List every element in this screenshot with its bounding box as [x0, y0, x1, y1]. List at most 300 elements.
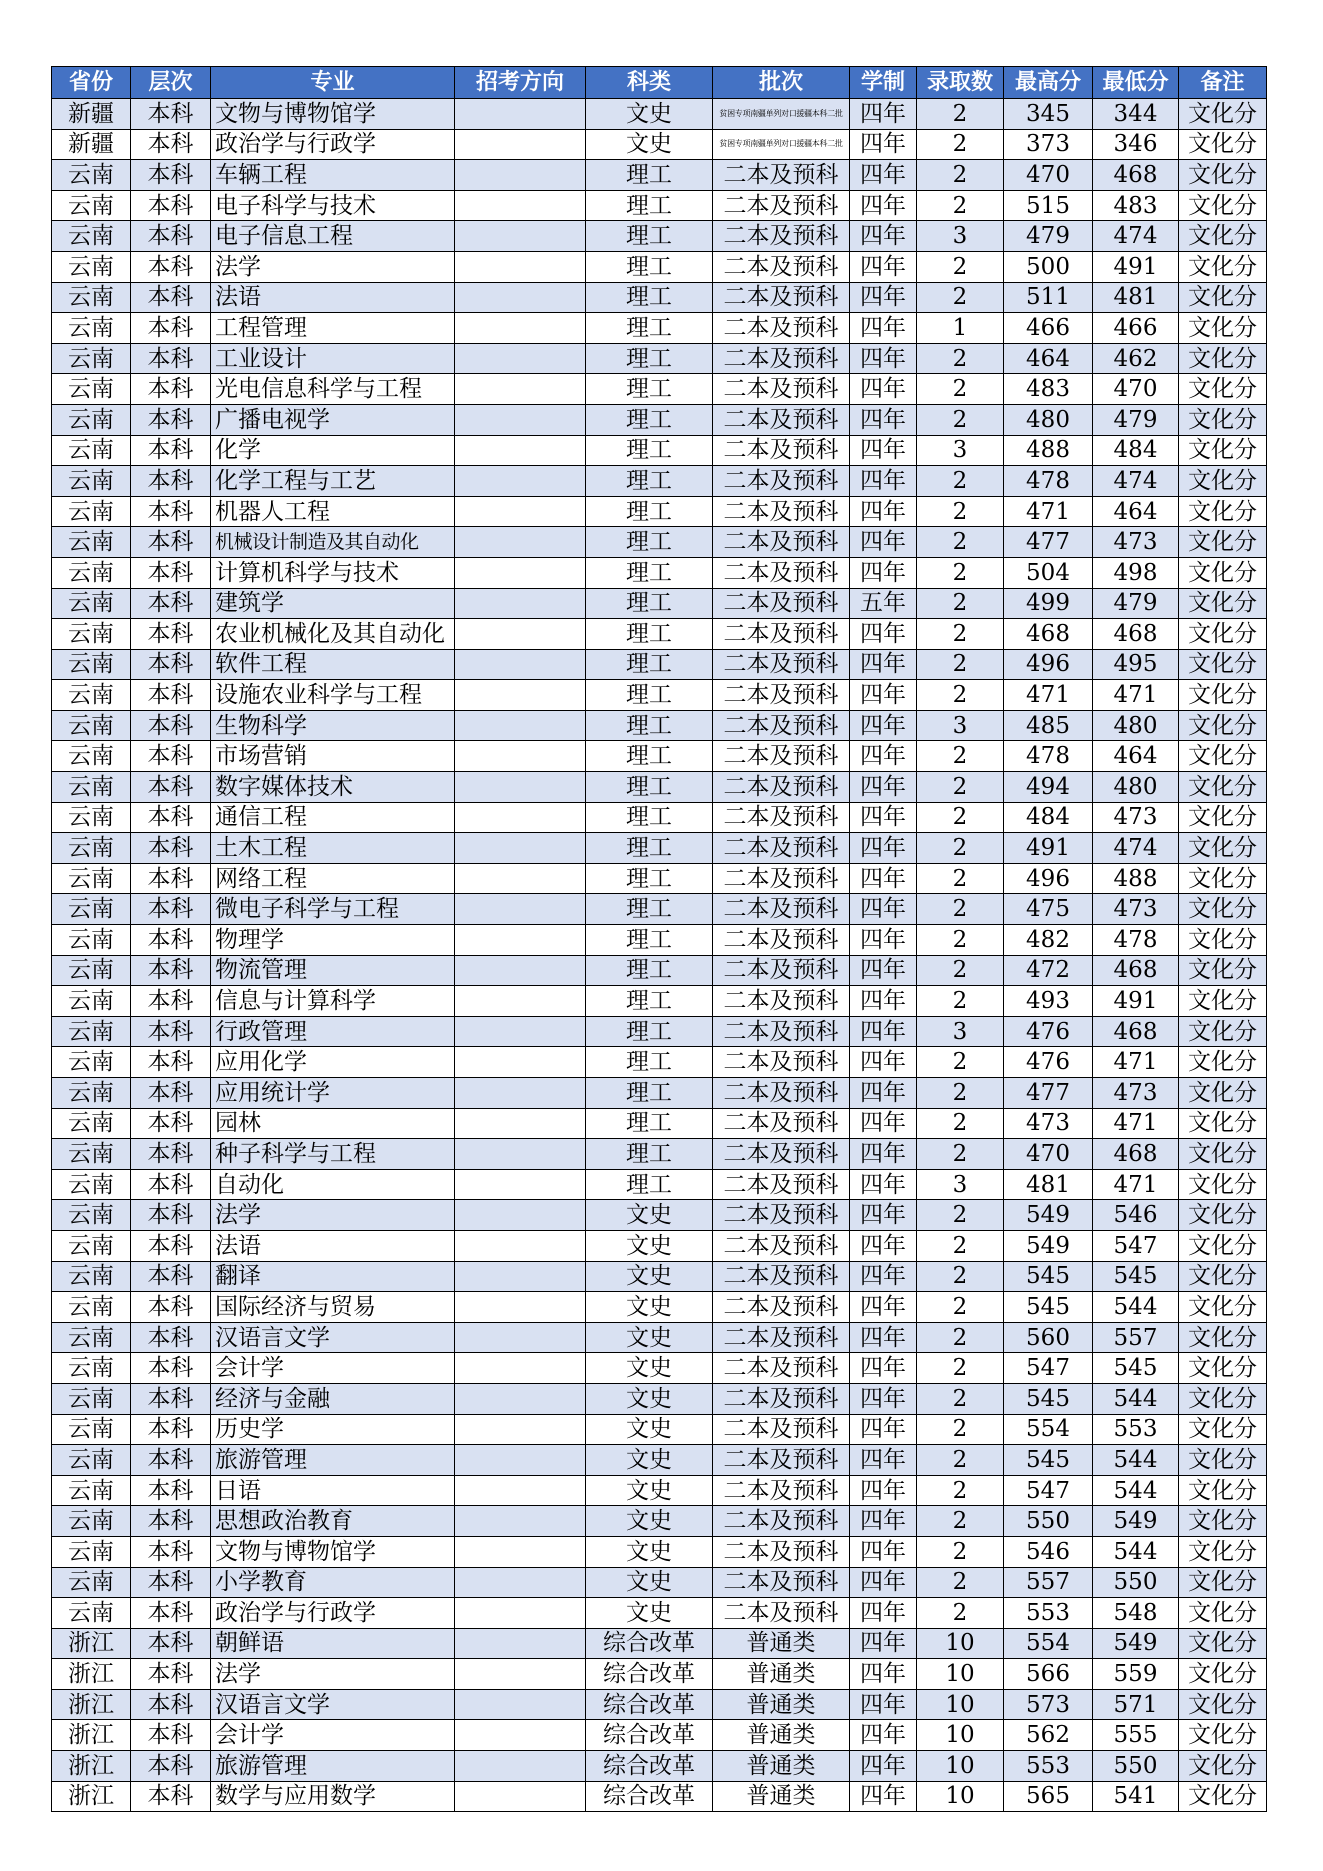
- cell-category: 理工: [586, 343, 713, 374]
- cell-category: 文史: [586, 1567, 713, 1598]
- cell-batch: 二本及预科: [713, 1536, 850, 1567]
- cell-level: 本科: [131, 221, 211, 252]
- cell-batch: 二本及预科: [713, 1322, 850, 1353]
- cell-remark: 文化分: [1179, 527, 1267, 558]
- cell-level: 本科: [131, 619, 211, 650]
- cell-admitted-count: 2: [917, 1078, 1004, 1109]
- cell-max-score: 464: [1004, 343, 1093, 374]
- cell-remark: 文化分: [1179, 1139, 1267, 1170]
- cell-admitted-count: 2: [917, 343, 1004, 374]
- cell-admitted-count: 2: [917, 1506, 1004, 1537]
- cell-category: 文史: [586, 1475, 713, 1506]
- cell-batch: 二本及预科: [713, 1078, 850, 1109]
- cell-batch: 二本及预科: [713, 1261, 850, 1292]
- cell-category: 文史: [586, 129, 713, 160]
- cell-max-score: 496: [1004, 863, 1093, 894]
- cell-major: 车辆工程: [211, 160, 455, 191]
- cell-duration: 四年: [850, 833, 917, 864]
- cell-admitted-count: 2: [917, 1445, 1004, 1476]
- cell-remark: 文化分: [1179, 129, 1267, 160]
- cell-remark: 文化分: [1179, 741, 1267, 772]
- cell-province: 云南: [52, 1475, 131, 1506]
- cell-province: 云南: [52, 251, 131, 282]
- cell-category: 理工: [586, 404, 713, 435]
- cell-duration: 四年: [850, 1322, 917, 1353]
- cell-duration: 四年: [850, 649, 917, 680]
- cell-batch: 二本及预科: [713, 404, 850, 435]
- cell-remark: 文化分: [1179, 588, 1267, 619]
- cell-min-score: 547: [1093, 1230, 1179, 1261]
- table-row: [52, 435, 1267, 466]
- cell-province: 新疆: [52, 129, 131, 160]
- cell-remark: 文化分: [1179, 894, 1267, 925]
- cell-category: 理工: [586, 680, 713, 711]
- cell-major: 化学: [211, 435, 455, 466]
- cell-direction: [455, 1781, 586, 1812]
- cell-major: 工程管理: [211, 313, 455, 344]
- table-row: [52, 1016, 1267, 1047]
- cell-admitted-count: 2: [917, 557, 1004, 588]
- cell-max-score: 547: [1004, 1353, 1093, 1384]
- cell-level: 本科: [131, 710, 211, 741]
- cell-province: 云南: [52, 1108, 131, 1139]
- cell-direction: [455, 221, 586, 252]
- cell-batch: 二本及预科: [713, 1016, 850, 1047]
- cell-admitted-count: 2: [917, 894, 1004, 925]
- cell-duration: 四年: [850, 1720, 917, 1751]
- cell-max-score: 554: [1004, 1628, 1093, 1659]
- cell-min-score: 559: [1093, 1659, 1179, 1690]
- cell-province: 云南: [52, 1230, 131, 1261]
- cell-level: 本科: [131, 129, 211, 160]
- cell-category: 理工: [586, 313, 713, 344]
- cell-category: 理工: [586, 649, 713, 680]
- cell-max-score: 491: [1004, 833, 1093, 864]
- cell-duration: 四年: [850, 251, 917, 282]
- cell-remark: 文化分: [1179, 404, 1267, 435]
- cell-batch: 二本及预科: [713, 1475, 850, 1506]
- table-row: [52, 404, 1267, 435]
- cell-province: 云南: [52, 313, 131, 344]
- cell-admitted-count: 1: [917, 313, 1004, 344]
- cell-direction: [455, 894, 586, 925]
- cell-major: 政治学与行政学: [211, 1598, 455, 1629]
- cell-admitted-count: 2: [917, 466, 1004, 497]
- cell-direction: [455, 129, 586, 160]
- cell-province: 云南: [52, 1322, 131, 1353]
- cell-batch: 二本及预科: [713, 772, 850, 803]
- cell-category: 文史: [586, 1383, 713, 1414]
- cell-admitted-count: 2: [917, 1322, 1004, 1353]
- cell-major: 国际经济与贸易: [211, 1292, 455, 1323]
- cell-level: 本科: [131, 802, 211, 833]
- table-row: [52, 557, 1267, 588]
- cell-batch: 二本及预科: [713, 1108, 850, 1139]
- cell-batch: 二本及预科: [713, 588, 850, 619]
- cell-admitted-count: 2: [917, 1414, 1004, 1445]
- cell-admitted-count: 2: [917, 1383, 1004, 1414]
- cell-duration: 四年: [850, 863, 917, 894]
- table-row: [52, 772, 1267, 803]
- cell-remark: 文化分: [1179, 1475, 1267, 1506]
- cell-batch: 二本及预科: [713, 802, 850, 833]
- cell-province: 云南: [52, 1078, 131, 1109]
- cell-major: 自动化: [211, 1169, 455, 1200]
- cell-min-score: 471: [1093, 1047, 1179, 1078]
- cell-admitted-count: 2: [917, 251, 1004, 282]
- cell-batch: 二本及预科: [713, 741, 850, 772]
- cell-min-score: 471: [1093, 1108, 1179, 1139]
- cell-batch: 二本及预科: [713, 466, 850, 497]
- cell-min-score: 479: [1093, 404, 1179, 435]
- cell-major: 光电信息科学与工程: [211, 374, 455, 405]
- cell-direction: [455, 863, 586, 894]
- cell-major: 种子科学与工程: [211, 1139, 455, 1170]
- cell-province: 云南: [52, 190, 131, 221]
- cell-max-score: 550: [1004, 1506, 1093, 1537]
- cell-min-score: 474: [1093, 221, 1179, 252]
- cell-admitted-count: 2: [917, 1598, 1004, 1629]
- cell-level: 本科: [131, 1720, 211, 1751]
- cell-direction: [455, 1353, 586, 1384]
- cell-province: 浙江: [52, 1751, 131, 1782]
- table-row: [52, 374, 1267, 405]
- cell-category: 理工: [586, 1047, 713, 1078]
- cell-batch: 贫困专项南疆单列对口援疆本科二批: [713, 129, 850, 160]
- cell-duration: 四年: [850, 1598, 917, 1629]
- table-row: [52, 588, 1267, 619]
- cell-level: 本科: [131, 1383, 211, 1414]
- cell-remark: 文化分: [1179, 1047, 1267, 1078]
- cell-duration: 四年: [850, 1200, 917, 1231]
- table-row: [52, 1659, 1267, 1690]
- table-row: [52, 986, 1267, 1017]
- cell-batch: 二本及预科: [713, 1414, 850, 1445]
- cell-admitted-count: 2: [917, 802, 1004, 833]
- cell-direction: [455, 404, 586, 435]
- cell-major: 软件工程: [211, 649, 455, 680]
- cell-province: 云南: [52, 221, 131, 252]
- cell-duration: 四年: [850, 343, 917, 374]
- cell-remark: 文化分: [1179, 1720, 1267, 1751]
- cell-min-score: 468: [1093, 1139, 1179, 1170]
- cell-remark: 文化分: [1179, 802, 1267, 833]
- cell-province: 浙江: [52, 1628, 131, 1659]
- cell-duration: 四年: [850, 1047, 917, 1078]
- cell-max-score: 475: [1004, 894, 1093, 925]
- cell-admitted-count: 2: [917, 374, 1004, 405]
- cell-admitted-count: 2: [917, 496, 1004, 527]
- cell-duration: 四年: [850, 282, 917, 313]
- cell-direction: [455, 1598, 586, 1629]
- table-row: [52, 1445, 1267, 1476]
- table-row: [52, 802, 1267, 833]
- cell-direction: [455, 435, 586, 466]
- cell-level: 本科: [131, 404, 211, 435]
- cell-min-score: 464: [1093, 741, 1179, 772]
- cell-major: 历史学: [211, 1414, 455, 1445]
- cell-category: 理工: [586, 527, 713, 558]
- cell-duration: 四年: [850, 1414, 917, 1445]
- cell-province: 云南: [52, 1016, 131, 1047]
- cell-max-score: 480: [1004, 404, 1093, 435]
- cell-province: 云南: [52, 863, 131, 894]
- cell-province: 云南: [52, 772, 131, 803]
- cell-batch: 二本及预科: [713, 894, 850, 925]
- cell-province: 云南: [52, 649, 131, 680]
- cell-admitted-count: 10: [917, 1781, 1004, 1812]
- cell-admitted-count: 2: [917, 1200, 1004, 1231]
- cell-direction: [455, 1659, 586, 1690]
- cell-level: 本科: [131, 435, 211, 466]
- cell-admitted-count: 2: [917, 129, 1004, 160]
- cell-remark: 文化分: [1179, 160, 1267, 191]
- cell-duration: 四年: [850, 1016, 917, 1047]
- cell-category: 综合改革: [586, 1720, 713, 1751]
- cell-batch: 贫困专项南疆单列对口援疆本科二批: [713, 99, 850, 130]
- cell-major: 朝鲜语: [211, 1628, 455, 1659]
- cell-category: 理工: [586, 833, 713, 864]
- table-row: [52, 466, 1267, 497]
- cell-major: 日语: [211, 1475, 455, 1506]
- cell-direction: [455, 99, 586, 130]
- cell-max-score: 484: [1004, 802, 1093, 833]
- cell-direction: [455, 1751, 586, 1782]
- cell-province: 云南: [52, 1536, 131, 1567]
- cell-category: 理工: [586, 955, 713, 986]
- cell-province: 云南: [52, 160, 131, 191]
- cell-remark: 文化分: [1179, 710, 1267, 741]
- cell-major: 化学工程与工艺: [211, 466, 455, 497]
- cell-major: 数字媒体技术: [211, 772, 455, 803]
- cell-min-score: 557: [1093, 1322, 1179, 1353]
- cell-max-score: 573: [1004, 1689, 1093, 1720]
- cell-min-score: 468: [1093, 160, 1179, 191]
- cell-major: 法语: [211, 1230, 455, 1261]
- table-row: [52, 282, 1267, 313]
- cell-duration: 四年: [850, 1108, 917, 1139]
- cell-duration: 四年: [850, 955, 917, 986]
- cell-category: 理工: [586, 221, 713, 252]
- cell-max-score: 472: [1004, 955, 1093, 986]
- cell-major: 信息与计算科学: [211, 986, 455, 1017]
- table-row: [52, 99, 1267, 130]
- table-row: [52, 1139, 1267, 1170]
- cell-admitted-count: 2: [917, 1108, 1004, 1139]
- cell-batch: 二本及预科: [713, 1383, 850, 1414]
- cell-category: 文史: [586, 1414, 713, 1445]
- cell-duration: 四年: [850, 1261, 917, 1292]
- cell-province: 云南: [52, 1047, 131, 1078]
- cell-province: 云南: [52, 404, 131, 435]
- cell-duration: 四年: [850, 557, 917, 588]
- cell-max-score: 471: [1004, 680, 1093, 711]
- cell-direction: [455, 1689, 586, 1720]
- cell-category: 理工: [586, 1078, 713, 1109]
- cell-category: 理工: [586, 710, 713, 741]
- cell-batch: 普通类: [713, 1659, 850, 1690]
- cell-category: 理工: [586, 496, 713, 527]
- cell-max-score: 562: [1004, 1720, 1093, 1751]
- cell-level: 本科: [131, 649, 211, 680]
- cell-level: 本科: [131, 925, 211, 956]
- cell-max-score: 485: [1004, 710, 1093, 741]
- cell-min-score: 544: [1093, 1536, 1179, 1567]
- header-batch: 批次: [713, 67, 850, 99]
- cell-province: 云南: [52, 741, 131, 772]
- cell-province: 云南: [52, 374, 131, 405]
- cell-direction: [455, 741, 586, 772]
- cell-level: 本科: [131, 527, 211, 558]
- cell-duration: 四年: [850, 1230, 917, 1261]
- table-row: [52, 833, 1267, 864]
- table-row: [52, 251, 1267, 282]
- cell-max-score: 566: [1004, 1659, 1093, 1690]
- table-row: [52, 1230, 1267, 1261]
- cell-category: 理工: [586, 1139, 713, 1170]
- cell-admitted-count: 10: [917, 1720, 1004, 1751]
- cell-province: 云南: [52, 1598, 131, 1629]
- cell-remark: 文化分: [1179, 99, 1267, 130]
- cell-major: 行政管理: [211, 1016, 455, 1047]
- cell-province: 云南: [52, 986, 131, 1017]
- table-row: [52, 1078, 1267, 1109]
- header-direction: 招考方向: [455, 67, 586, 99]
- cell-admitted-count: 3: [917, 221, 1004, 252]
- table-row: [52, 710, 1267, 741]
- cell-max-score: 494: [1004, 772, 1093, 803]
- cell-level: 本科: [131, 1292, 211, 1323]
- cell-major: 翻译: [211, 1261, 455, 1292]
- cell-min-score: 470: [1093, 374, 1179, 405]
- cell-min-score: 468: [1093, 955, 1179, 986]
- cell-batch: 二本及预科: [713, 680, 850, 711]
- cell-duration: 四年: [850, 99, 917, 130]
- cell-duration: 四年: [850, 1292, 917, 1323]
- cell-duration: 四年: [850, 1689, 917, 1720]
- cell-direction: [455, 986, 586, 1017]
- table-row: [52, 160, 1267, 191]
- cell-admitted-count: 2: [917, 619, 1004, 650]
- cell-max-score: 478: [1004, 741, 1093, 772]
- cell-province: 云南: [52, 527, 131, 558]
- cell-remark: 文化分: [1179, 863, 1267, 894]
- cell-province: 云南: [52, 496, 131, 527]
- cell-direction: [455, 190, 586, 221]
- cell-max-score: 481: [1004, 1169, 1093, 1200]
- cell-duration: 四年: [850, 527, 917, 558]
- cell-batch: 二本及预科: [713, 313, 850, 344]
- cell-province: 浙江: [52, 1659, 131, 1690]
- cell-min-score: 491: [1093, 986, 1179, 1017]
- cell-batch: 二本及预科: [713, 833, 850, 864]
- cell-duration: 四年: [850, 129, 917, 160]
- table-row: [52, 619, 1267, 650]
- cell-province: 云南: [52, 435, 131, 466]
- cell-min-score: 544: [1093, 1445, 1179, 1476]
- cell-major: 法语: [211, 282, 455, 313]
- table-row: [52, 190, 1267, 221]
- cell-max-score: 476: [1004, 1016, 1093, 1047]
- cell-admitted-count: 2: [917, 1139, 1004, 1170]
- cell-level: 本科: [131, 1506, 211, 1537]
- cell-level: 本科: [131, 986, 211, 1017]
- cell-min-score: 473: [1093, 1078, 1179, 1109]
- cell-remark: 文化分: [1179, 1169, 1267, 1200]
- cell-remark: 文化分: [1179, 466, 1267, 497]
- cell-max-score: 545: [1004, 1445, 1093, 1476]
- cell-major: 文物与博物馆学: [211, 1536, 455, 1567]
- cell-admitted-count: 2: [917, 99, 1004, 130]
- cell-max-score: 549: [1004, 1200, 1093, 1231]
- cell-direction: [455, 1169, 586, 1200]
- cell-duration: 四年: [850, 1475, 917, 1506]
- cell-max-score: 476: [1004, 1047, 1093, 1078]
- cell-direction: [455, 1628, 586, 1659]
- cell-min-score: 545: [1093, 1353, 1179, 1384]
- cell-major: 经济与金融: [211, 1383, 455, 1414]
- cell-admitted-count: 2: [917, 925, 1004, 956]
- cell-duration: 四年: [850, 1751, 917, 1782]
- cell-max-score: 500: [1004, 251, 1093, 282]
- header-level: 层次: [131, 67, 211, 99]
- table-row: [52, 1200, 1267, 1231]
- cell-direction: [455, 1567, 586, 1598]
- cell-remark: 文化分: [1179, 1383, 1267, 1414]
- cell-major: 广播电视学: [211, 404, 455, 435]
- cell-batch: 普通类: [713, 1781, 850, 1812]
- cell-min-score: 548: [1093, 1598, 1179, 1629]
- table-row: [52, 496, 1267, 527]
- cell-direction: [455, 251, 586, 282]
- table-row: [52, 649, 1267, 680]
- cell-level: 本科: [131, 741, 211, 772]
- cell-duration: 四年: [850, 1536, 917, 1567]
- cell-category: 综合改革: [586, 1689, 713, 1720]
- cell-min-score: 550: [1093, 1567, 1179, 1598]
- cell-level: 本科: [131, 1353, 211, 1384]
- cell-batch: 普通类: [713, 1720, 850, 1751]
- table-row: [52, 1169, 1267, 1200]
- cell-max-score: 477: [1004, 1078, 1093, 1109]
- cell-level: 本科: [131, 496, 211, 527]
- cell-level: 本科: [131, 1047, 211, 1078]
- cell-category: 理工: [586, 282, 713, 313]
- table-row: [52, 1047, 1267, 1078]
- cell-remark: 文化分: [1179, 1781, 1267, 1812]
- cell-major: 旅游管理: [211, 1445, 455, 1476]
- admission-score-table: [51, 66, 1267, 1812]
- cell-level: 本科: [131, 160, 211, 191]
- cell-duration: 四年: [850, 680, 917, 711]
- cell-category: 理工: [586, 557, 713, 588]
- cell-direction: [455, 343, 586, 374]
- cell-remark: 文化分: [1179, 1016, 1267, 1047]
- cell-max-score: 478: [1004, 466, 1093, 497]
- cell-admitted-count: 3: [917, 435, 1004, 466]
- cell-remark: 文化分: [1179, 1261, 1267, 1292]
- header-admitted-count: 录取数: [917, 67, 1004, 99]
- cell-remark: 文化分: [1179, 925, 1267, 956]
- cell-major: 思想政治教育: [211, 1506, 455, 1537]
- cell-admitted-count: 2: [917, 1230, 1004, 1261]
- cell-direction: [455, 1383, 586, 1414]
- cell-major: 园林: [211, 1108, 455, 1139]
- cell-category: 理工: [586, 925, 713, 956]
- cell-province: 浙江: [52, 1720, 131, 1751]
- cell-direction: [455, 313, 586, 344]
- cell-category: 文史: [586, 1200, 713, 1231]
